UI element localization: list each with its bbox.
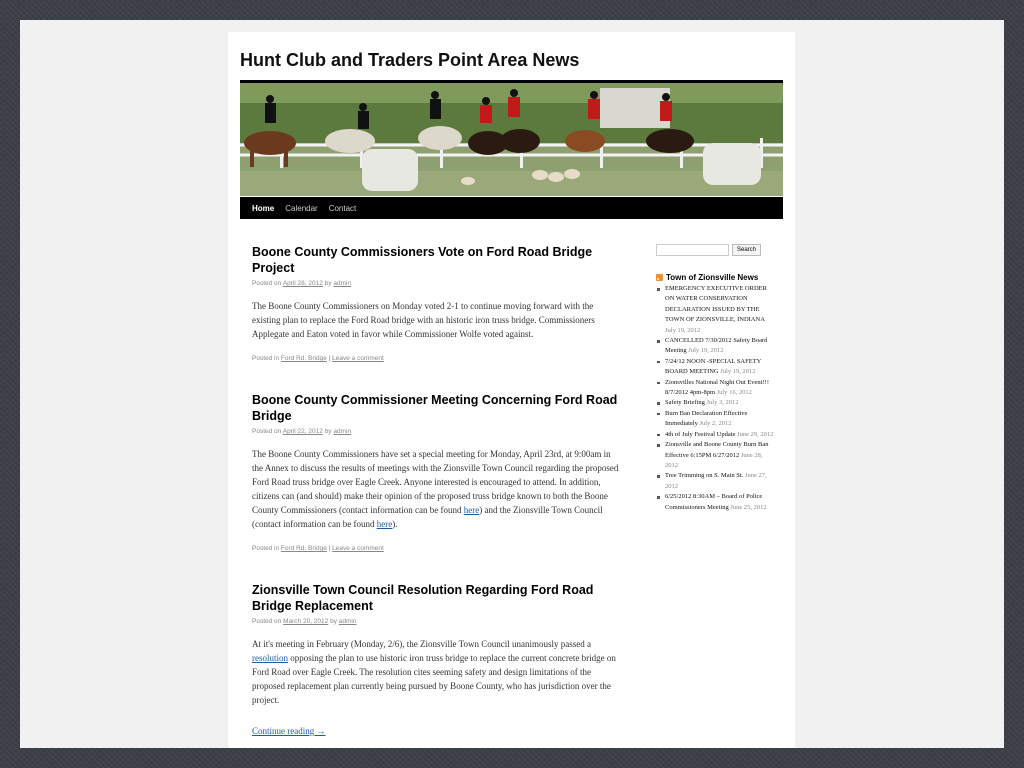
author-link[interactable]: admin (333, 428, 352, 435)
posted-on-label: Posted on (252, 618, 282, 625)
news-date: July 19, 2012 (688, 347, 724, 355)
list-item (656, 357, 776, 378)
post-body-text: ). (392, 519, 398, 529)
nav-contact[interactable]: Contact (328, 203, 357, 213)
post-utility (252, 545, 622, 552)
post-body-text: ) and the Zionsville Town Council (contact information can be found (252, 505, 603, 529)
news-date: July 16, 2012 (716, 389, 752, 397)
news-link[interactable]: CANCELLED 7/30/2012 Safety Board Meeting (665, 337, 768, 355)
continue-reading-link[interactable]: Continue reading → (252, 726, 326, 736)
post (252, 244, 622, 362)
separator: | (328, 355, 331, 362)
post-body-text: The Boone County Commissioners have set a special meeting for Monday, April 23rd, at 9:00am in the Annex to discuss the results of meetings with the Zionsville Town Council regarding the proposed Ford Road truss bridge over Eagle Creek. Anyone interested is encouraged to attend. In addition, citizens can (and should) make their opinion of the proposed truss bridge known to both the Boone County Commissioners (contact information can be found (252, 449, 619, 515)
news-date: July 3, 2012 (706, 399, 739, 407)
rss-icon[interactable] (656, 274, 663, 281)
news-link[interactable]: EMERGENCY EXECUTIVE ORDER ON WATER CONSERVATION DECLARATION ISSUED BY THE TOWN OF ZIONSVILLE, INDIANA (665, 285, 767, 324)
news-date: June 25, 2012 (730, 503, 767, 511)
post-meta (252, 428, 622, 435)
by-label: by (330, 618, 337, 625)
leave-comment-link[interactable]: Leave a comment (332, 355, 384, 362)
post-body-text: At it's meeting in February (Monday, 2/6), the Zionsville Town Council unanimously passed a (252, 639, 591, 649)
here-link[interactable]: here (463, 505, 480, 515)
list-item (656, 440, 776, 471)
post (252, 392, 622, 552)
news-link[interactable]: Zionsville and Boone County Burn Ban Effective 6:15PM 6/27/2012 (665, 441, 769, 459)
posted-in-label: Posted in (252, 545, 280, 552)
site-title[interactable]: Hunt Club and Traders Point Area News (240, 50, 580, 70)
posted-on-label: Posted on (252, 280, 282, 287)
news-date: July 19, 2012 (665, 326, 701, 334)
page-container (228, 32, 795, 748)
list-item (656, 409, 776, 430)
list-item (656, 492, 776, 513)
post-date-link[interactable]: April 22, 2012 (282, 428, 323, 435)
post (252, 582, 622, 739)
screen-frame (20, 20, 1004, 748)
post-date-link[interactable]: March 20, 2012 (283, 618, 329, 625)
list-item (656, 378, 776, 399)
news-link[interactable]: Zionsvilles National Night Out Event!!! 8/7/2012 4pm-8pm (665, 378, 769, 397)
category-link[interactable]: Ford Rd. Bridge (280, 545, 327, 552)
search-button[interactable]: Search (732, 244, 761, 256)
news-link[interactable]: Burn Ban Declaration Effective Immediately (665, 409, 748, 428)
news-link[interactable]: 7/24/12 NOON -SPECIAL SAFETY BOARD MEETING (665, 357, 762, 376)
search-form (656, 244, 776, 256)
news-date: June 29, 2012 (737, 430, 774, 438)
resolution-link[interactable]: resolution (252, 653, 288, 663)
sidebar (656, 244, 776, 513)
posted-in-label: Posted in (252, 355, 280, 362)
search-input[interactable] (656, 244, 729, 256)
author-link[interactable]: admin (338, 618, 357, 625)
hunt-scene-icon (240, 83, 783, 196)
post-title[interactable]: Boone County Commissioners Vote on Ford Road Bridge Project (252, 245, 593, 275)
list-item (656, 284, 776, 336)
news-list (656, 284, 776, 513)
posted-on-label: Posted on (252, 428, 282, 435)
post-meta (252, 618, 622, 625)
news-date: June 27, 2012 (665, 472, 767, 490)
post-body (252, 637, 622, 707)
news-date: July 2, 2012 (699, 420, 732, 428)
post-title[interactable]: Boone County Commissioner Meeting Concerning Ford Road Bridge (252, 393, 618, 423)
list-item (656, 430, 776, 440)
post-date-link[interactable]: April 28, 2012 (282, 280, 323, 287)
news-link[interactable]: Safety Briefing (665, 399, 705, 407)
main-nav (240, 197, 783, 219)
news-date: June 28, 2012 (665, 451, 763, 469)
author-link[interactable]: admin (333, 280, 352, 287)
post-meta (252, 280, 622, 287)
leave-comment-link[interactable]: Leave a comment (332, 545, 384, 552)
nav-calendar[interactable]: Calendar (285, 203, 318, 213)
news-link[interactable]: 4th of July Festival Update (665, 430, 736, 438)
by-label: by (324, 428, 332, 435)
news-link[interactable]: 6/25/2012 8:30AM – Board of Police Commissioners Meeting (665, 493, 763, 511)
list-item (656, 471, 776, 492)
post-title[interactable]: Zionsville Town Council Resolution Regarding Ford Road Bridge Replacement (252, 583, 594, 613)
here-link[interactable]: here (376, 519, 393, 529)
by-label: by (324, 280, 332, 287)
post-body (252, 447, 622, 531)
header-image (240, 80, 783, 196)
widget-title-link[interactable]: Town of Zionsville News (666, 273, 759, 282)
list-item (656, 336, 776, 357)
post-body: The Boone County Commissioners on Monday voted 2-1 to continue moving forward with the existing plan to replace the Ford Road bridge with an historic iron truss bridge. Commissioners Applegate and Eaton voted in favor while Commissioner Wolfe voted against. (252, 301, 595, 339)
widget-title (656, 273, 776, 282)
separator: | (328, 545, 331, 552)
list-item (656, 398, 776, 408)
news-link[interactable]: Tree Trimming on S. Main St. (665, 472, 744, 480)
nav-home[interactable]: Home (252, 203, 275, 213)
post-body-text: opposing the plan to use historic iron truss bridge to replace the current concrete bridge on Ford Road over Eagle Creek. The resolution cites seeming safety and design limitations of the proposed replacement plan currently being pursued by Boone County, who has jurisdiction over the project. (252, 653, 616, 705)
main-content (252, 244, 622, 748)
category-link[interactable]: Ford Rd. Bridge (280, 355, 327, 362)
news-date: July 19, 2012 (720, 368, 756, 376)
post-utility (252, 355, 622, 362)
